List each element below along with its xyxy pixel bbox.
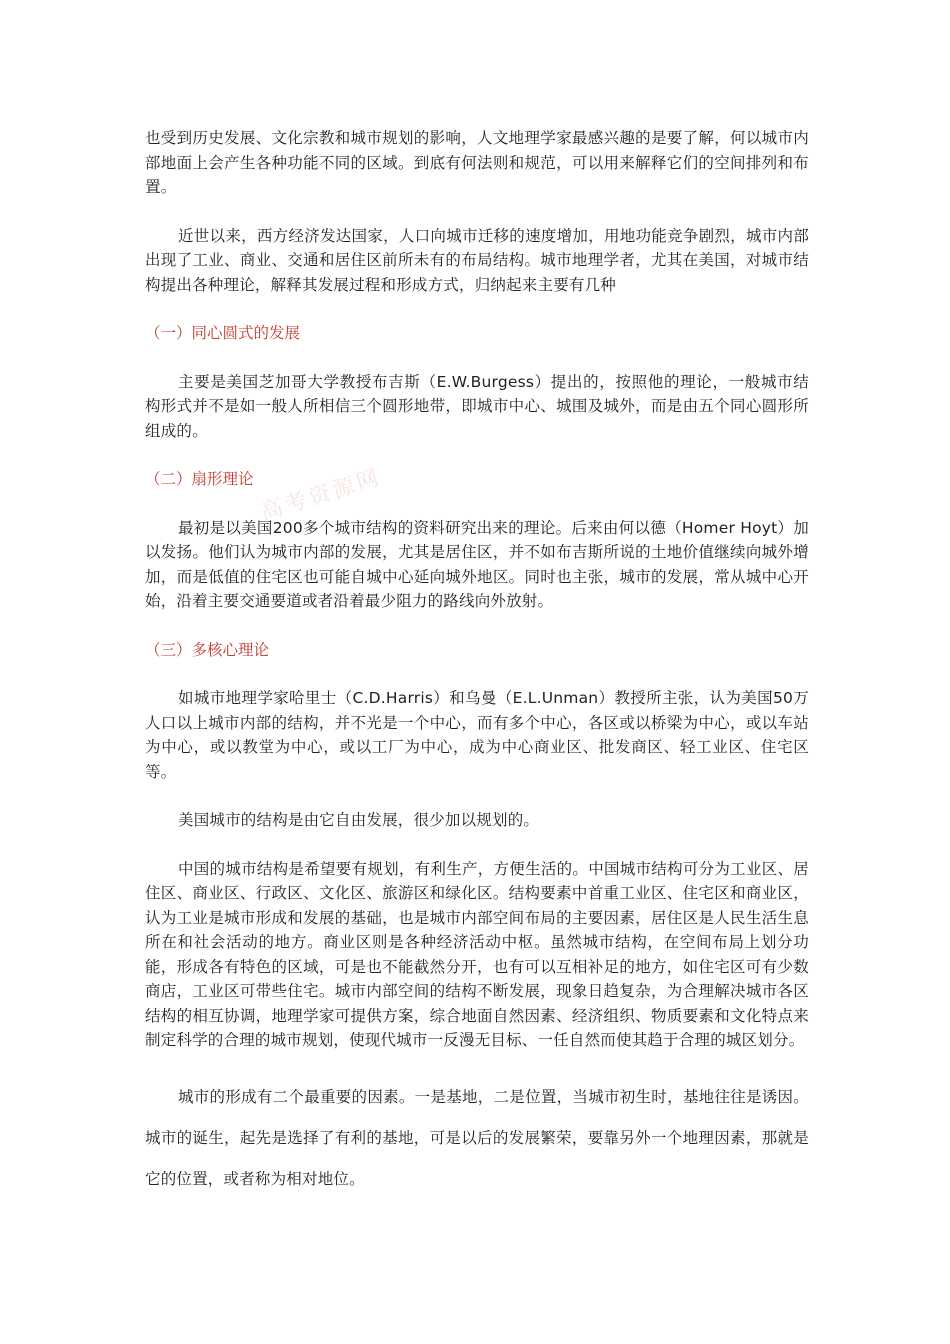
document-body <box>145 126 809 1200</box>
section-heading: （一）同心圆式的发展 <box>145 324 301 342</box>
paragraph: 最初是以美国200多个城市结构的资料研究出来的理论。后来由何以德（Homer Hoyt）加以发扬。他们认为城市内部的发展，尤其是居住区，并不如布吉斯所说的土地价值继续向城外增加，而是低值的住宅区也可能自城中心延向城外地区。同时也主张，城市的发展，常从城中心开始，沿着主要交通要道或者沿着最少阻力的路线向外放射。 <box>145 518 809 610</box>
paragraph: 城市的形成有二个最重要的因素。一是基地，二是位置，当城市初生时，基地往往是诱因。城市的诞生，起先是选择了有利的基地，可是以后的发展繁荣，要靠另外一个地理因素，那就是它的位置，或者称为相对地位。 <box>145 1087 809 1188</box>
paragraph: 中国的城市结构是希望要有规划，有利生产，方便生活的。中国城市结构可分为工业区、居住区、商业区、行政区、文化区、旅游区和绿化区。结构要素中首重工业区、住宅区和商业区，认为工业是城市形成和发展的基础，也是城市内部空间布局的主要因素，居住区是人民生活生息所在和社会活动的地方。商业区则是各种经济活动中枢。虽然城市结构，在空间布局上划分功能，形成各有特色的区域，可是也不能截然分开，也有可以互相补足的地方，如住宅区可有少数商店，工业区可带些住宅。城市内部空间的结构不断发展，现象日趋复杂，为合理解决城市各区结构的相互协调，地理学家可提供方案，综合地面自然因素、经济组织、物质要素和文化特点来制定科学的合理的城市规划，使现代城市一反漫无目标、一任自然而使其趋于合理的城区划分。 <box>145 859 809 1049</box>
paragraph: 主要是美国芝加哥大学教授布吉斯（E.W.Burgess）提出的，按照他的理论，一般城市结构形式并不是如一般人所相信三个圆形地带，即城市中心、城围及城外，而是由五个同心圆形所组成的。 <box>145 372 809 440</box>
section-heading: （二）扇形理论 <box>145 470 254 488</box>
paragraph: 也受到历史发展、文化宗教和城市规划的影响，人文地理学家最感兴趣的是要了解，何以城市内部地面上会产生各种功能不同的区域。到底有何法则和规范，可以用来解释它们的空间排列和布置。 <box>145 129 809 196</box>
section-heading: （三）多核心理论 <box>145 640 270 659</box>
paragraph: 如城市地理学家哈里士（C.D.Harris）和乌曼（E.L.Unman）教授所主张，认为美国50万人口以上城市内部的结构，并不光是一个中心，而有多个中心，各区或以桥梁为中心，或以车站为中心，或以教堂为中心，或以工厂为中心，成为中心商业区、批发商区、轻工业区、住宅区等。 <box>145 689 809 781</box>
watermark: 高考资源网 <box>257 465 385 526</box>
paragraph: 近世以来，西方经济发达国家，人口向城市迁移的速度增加，用地功能竞争剧烈，城市内部出现了工业、商业、交通和居住区前所未有的布局结构。城市地理学者，尤其在美国，对城市结构提出各种理论，解释其发展过程和形成方式，归纳起来主要有几种 <box>145 226 809 294</box>
paragraph: 美国城市的结构是由它自由发展，很少加以规划的。 <box>178 811 540 829</box>
